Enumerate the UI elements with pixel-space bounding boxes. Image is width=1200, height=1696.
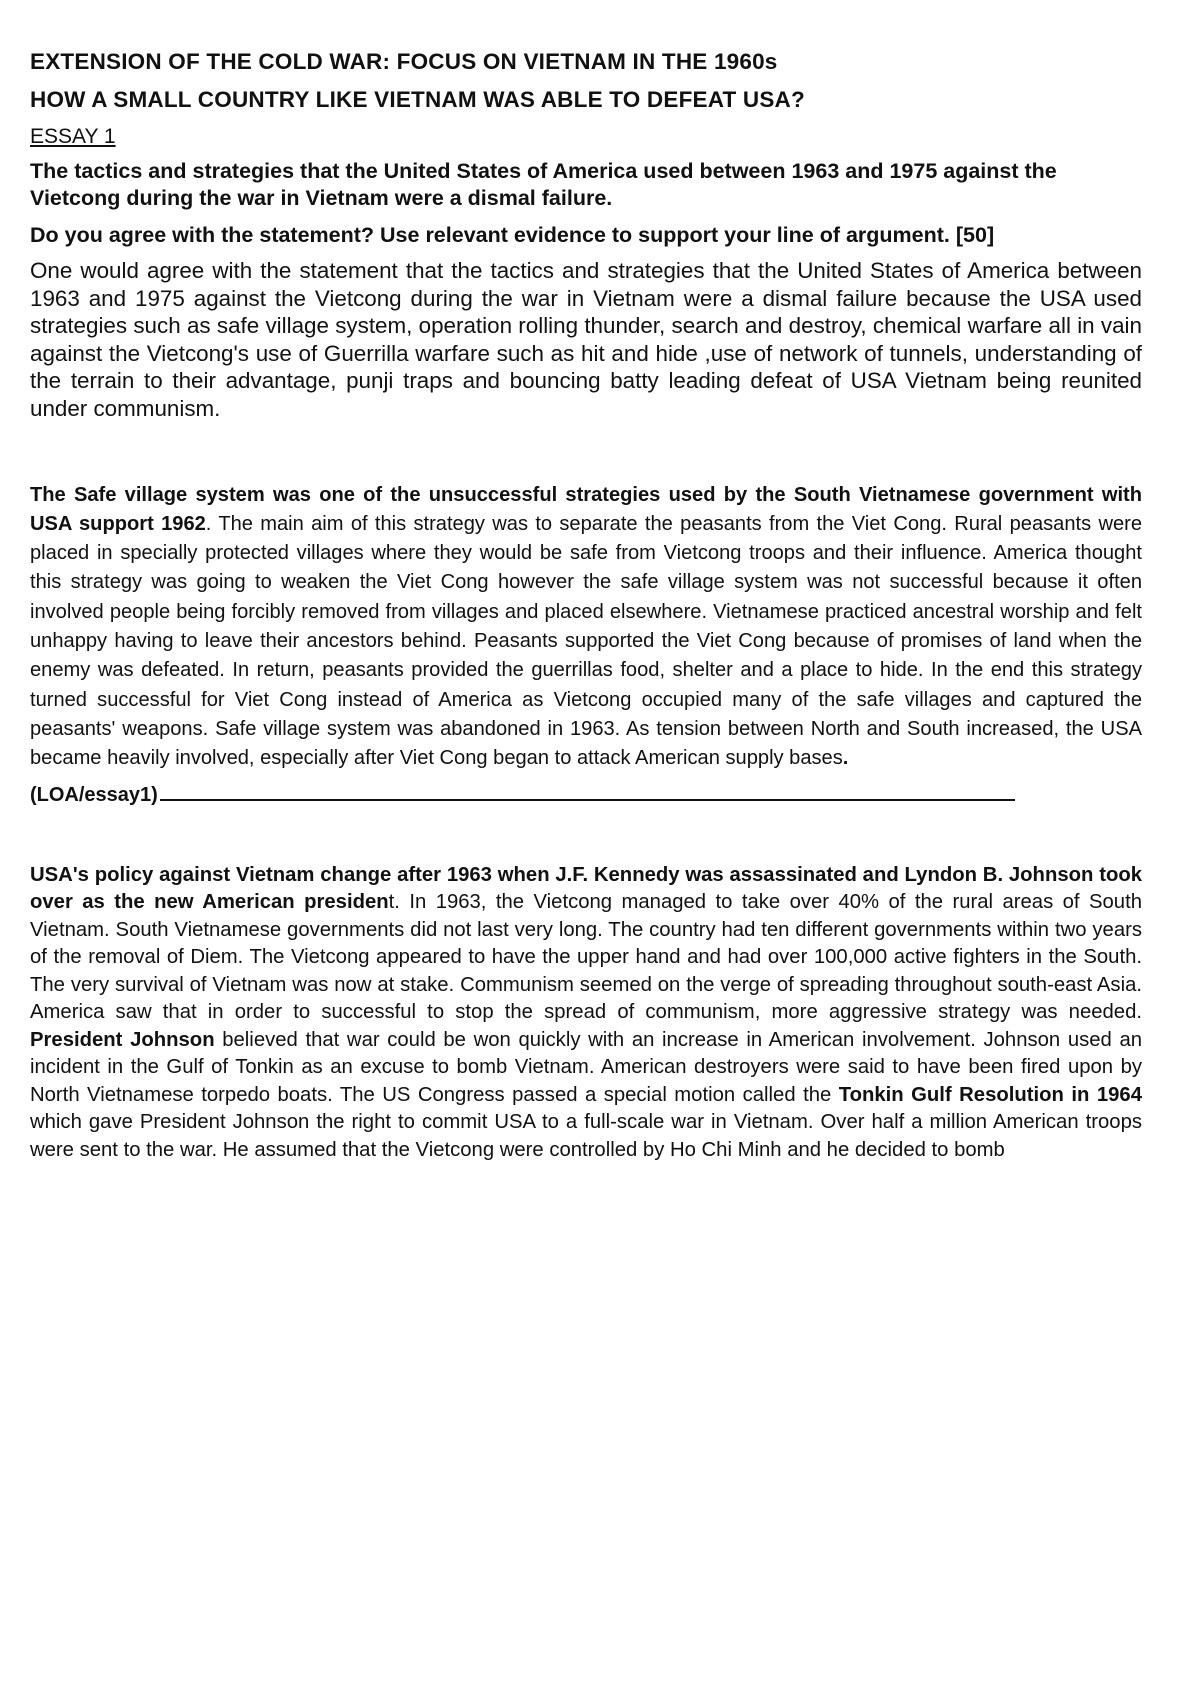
essay-label: ESSAY 1 (30, 125, 116, 148)
paragraph-text: believed that war could be won quickly with an increase in American involvement. Johnson used an incident in the Gulf of Tonkin as an excuse to bomb Vietnam. American destroyers were said to have been fired upon by North Vietnamese torpedo boats. The US Congress passed a special motion called the (30, 1028, 1143, 1106)
reference-label: (LOA/essay1) (30, 783, 158, 806)
safe-village-paragraph (30, 481, 1142, 774)
underline-rule (160, 799, 1015, 801)
topic-sentence: The Safe village system was one of the unsuccessful strategies used by the South Vietnamese government with USA support 1962 (30, 483, 1142, 535)
essay-statement: The tactics and strategies that the United States of America used between 1963 and 1975 against the Vietcong during the war in Vietnam were a dismal failure. (30, 159, 1057, 210)
spacer (30, 423, 1142, 481)
reference-line (30, 782, 1142, 808)
policy-change-paragraph (30, 862, 1142, 1165)
essay-question: Do you agree with the statement? Use relevant evidence to support your line of argument. [50] (30, 223, 995, 247)
paragraph-text: t. In 1963, the Vietcong managed to take over 40% of the rural areas of South Vietnam. South Vietnamese governments did not last very long. The country had ten different governments within two years of the removal of Diem. The Vietcong appeared to have the upper hand and had over 100,000 active fighters in the South. The very survival of Vietnam was now at stake. Communism seemed on the verge of spreading throughout south-east Asia. America saw that in order to successful to stop the spread of communism, more aggressive strategy was needed. (30, 891, 1142, 1024)
intro-paragraph: One would agree with the statement that the tactics and strategies that the United States of America between 1963 and 1975 against the Vietcong during the war in Vietnam were a dismal failure because the USA used strategies such as safe village system, operation rolling thunder, search and destroy, chemical warfare all in vain against the Vietcong's use of Guerrilla warfare such as hit and hide ,use of network of tunnels, understanding of the terrain to their advantage, punji traps and bouncing batty leading defeat of USA Vietnam being reunited under communism. (30, 258, 1142, 421)
paragraph-text: which gave President Johnson the right to commit USA to a full-scale war in Vietnam. Over half a million American troops were sent to the war. He assumed that the Vietcong were controlled by Ho Chi Minh and he decided to bomb (30, 1111, 1142, 1161)
bold-term-tonkin-gulf-resolution: Tonkin Gulf Resolution in 1964 (838, 1083, 1142, 1106)
paragraph-end: . (842, 747, 849, 770)
paragraph-body: . The main aim of this strategy was to separate the peasants from the Viet Cong. Rural peasants were placed in specially protected villages where they would be safe from Vietcong troops and their influence. America thought this strategy was going to weaken the Viet Cong however the safe village system was not successful because it often involved people being forcibly removed from villages and placed elsewhere. Vietnamese practiced ancestral worship and felt unhappy having to leave their ancestors behind. Peasants supported the Viet Cong because of promises of land when the enemy was defeated. In return, peasants provided the guerrillas food, shelter and a place to hide. In the end this strategy turned successful for Viet Cong instead of America as Vietcong occupied many of the safe villages and captured the peasants' weapons. Safe village system was abandoned in 1963. As tension between North and South increased, the USA became heavily involved, especially after Viet Cong began to attack American supply bases (30, 512, 1143, 770)
topic-sentence: USA's policy against Vietnam change after 1963 when J.F. Kennedy was assassinated and Lyndon B. Johnson took over as the new American presiden (30, 863, 1142, 914)
bold-term-president-johnson: President Johnson (30, 1028, 215, 1051)
document-subtitle: HOW A SMALL COUNTRY LIKE VIETNAM WAS ABLE TO DEFEAT USA? (30, 87, 805, 112)
document-title: EXTENSION OF THE COLD WAR: FOCUS ON VIETNAM IN THE 1960s (30, 49, 778, 74)
document-page (30, 48, 1142, 1164)
spacer (30, 808, 1142, 862)
